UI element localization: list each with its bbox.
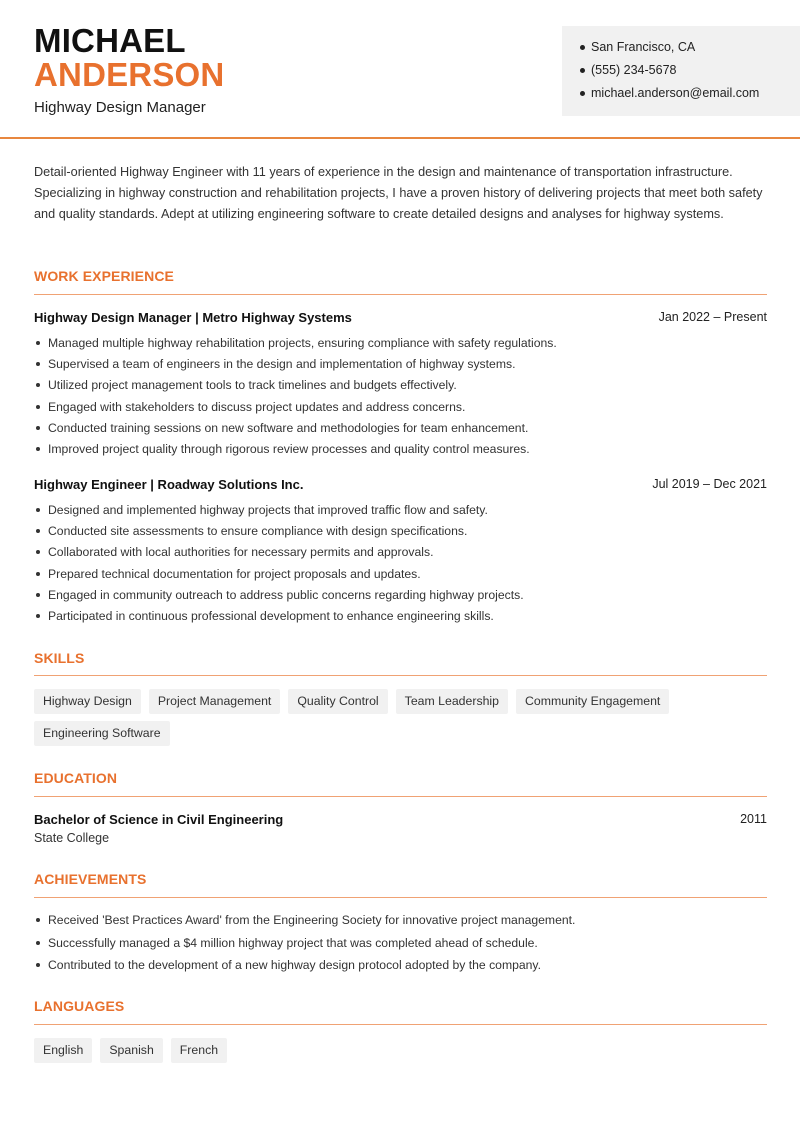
bullet-icon: [36, 362, 40, 366]
list-item: Engaged with stakeholders to discuss project updates and address concerns.: [34, 396, 557, 417]
bullet-icon: [580, 68, 585, 73]
list-item: Contributed to the development of a new highway design protocol adopted by the company.: [34, 954, 575, 977]
list-item: Designed and implemented highway projects that improved traffic flow and safety.: [34, 499, 524, 520]
list-item: Conducted site assessments to ensure compliance with design specifications.: [34, 520, 524, 541]
bullet-icon: [36, 918, 40, 922]
bullet-icon: [580, 91, 585, 96]
section-divider: [34, 675, 767, 676]
job-title: Highway Design Manager: [34, 99, 206, 116]
location-text: San Francisco, CA: [591, 40, 696, 54]
skill-tag: Community Engagement: [516, 689, 669, 714]
section-title-achievements: ACHIEVEMENTS: [34, 871, 147, 887]
skill-tag: Highway Design: [34, 689, 141, 714]
skill-tag: Engineering Software: [34, 721, 170, 746]
last-name: ANDERSON: [34, 56, 225, 93]
language-tag: French: [171, 1038, 227, 1063]
job-entry-title: Highway Design Manager | Metro Highway Systems: [34, 310, 352, 325]
degree-title: Bachelor of Science in Civil Engineering: [34, 812, 284, 827]
list-item: Participated in continuous professional development to enhance engineering skills.: [34, 605, 524, 626]
bullet-icon: [36, 405, 40, 409]
section-divider: [34, 897, 767, 898]
bullet-icon: [36, 941, 40, 945]
bullet-icon: [36, 529, 40, 533]
list-item: Engaged in community outreach to address public concerns regarding highway projects.: [34, 584, 524, 605]
section-divider: [34, 796, 767, 797]
skills-row: [34, 721, 170, 746]
skill-tag: Quality Control: [288, 689, 387, 714]
section-title-education: EDUCATION: [34, 770, 118, 786]
bullet-icon: [36, 447, 40, 451]
list-item: Managed multiple highway rehabilitation projects, ensuring compliance with safety regulations.: [34, 332, 557, 353]
languages-row: [34, 1038, 227, 1063]
list-item: Prepared technical documentation for project proposals and updates.: [34, 563, 524, 584]
contact-box: [562, 26, 800, 116]
list-item: Conducted training sessions on new software and methodologies for team enhancement.: [34, 417, 557, 438]
skill-tag: Project Management: [149, 689, 280, 714]
skills-row: [34, 689, 669, 714]
first-name: MICHAEL: [34, 22, 186, 59]
skill-tag: Team Leadership: [396, 689, 508, 714]
phone-text: (555) 234-5678: [591, 63, 677, 77]
achievement-bullets: [34, 909, 575, 977]
language-tag: English: [34, 1038, 92, 1063]
school-name: State College: [34, 831, 110, 845]
section-title-skills: SKILLS: [34, 650, 85, 666]
professional-summary: Detail-oriented Highway Engineer with 11 years of experience in the design and maintenance of transportation infrastructure. Specializing in highway construction and rehabilitation projects, I have a proven history of delivering projects that meet both safety and quality standards. Adept at utilizing engineering software to create detailed designs and analyses for highway systems.: [34, 165, 763, 221]
list-item: Received 'Best Practices Award' from the Engineering Society for innovative project management.: [34, 909, 575, 932]
section-title-work: WORK EXPERIENCE: [34, 268, 174, 284]
list-item: Collaborated with local authorities for necessary permits and approvals.: [34, 542, 524, 563]
section-title-languages: LANGUAGES: [34, 998, 125, 1014]
list-item: Improved project quality through rigorous review processes and quality control measures.: [34, 438, 557, 459]
bullet-icon: [36, 508, 40, 512]
job-bullets: [34, 332, 557, 460]
section-divider: [34, 294, 767, 295]
resume-header: [0, 0, 800, 139]
bullet-icon: [36, 963, 40, 967]
job-entry-title: Highway Engineer | Roadway Solutions Inc.: [34, 477, 304, 492]
list-item: Supervised a team of engineers in the design and implementation of highway systems.: [34, 353, 557, 374]
job-entry-dates: Jul 2019 – Dec 2021: [652, 477, 767, 491]
bullet-icon: [36, 426, 40, 430]
job-entry-dates: Jan 2022 – Present: [658, 310, 767, 324]
graduation-year: 2011: [740, 812, 767, 826]
job-bullets: [34, 499, 524, 627]
bullet-icon: [36, 550, 40, 554]
email-link[interactable]: michael.anderson@email.com: [591, 86, 760, 100]
bullet-icon: [36, 572, 40, 576]
bullet-icon: [36, 614, 40, 618]
contact-phone: [580, 63, 676, 77]
bullet-icon: [580, 45, 585, 50]
bullet-icon: [36, 383, 40, 387]
bullet-icon: [36, 341, 40, 345]
language-tag: Spanish: [100, 1038, 162, 1063]
bullet-icon: [36, 593, 40, 597]
section-divider: [34, 1024, 767, 1025]
list-item: Utilized project management tools to track timelines and budgets effectively.: [34, 375, 557, 396]
contact-location: [580, 40, 695, 54]
contact-email[interactable]: [580, 86, 759, 100]
list-item: Successfully managed a $4 million highway project that was completed ahead of schedule.: [34, 932, 575, 955]
